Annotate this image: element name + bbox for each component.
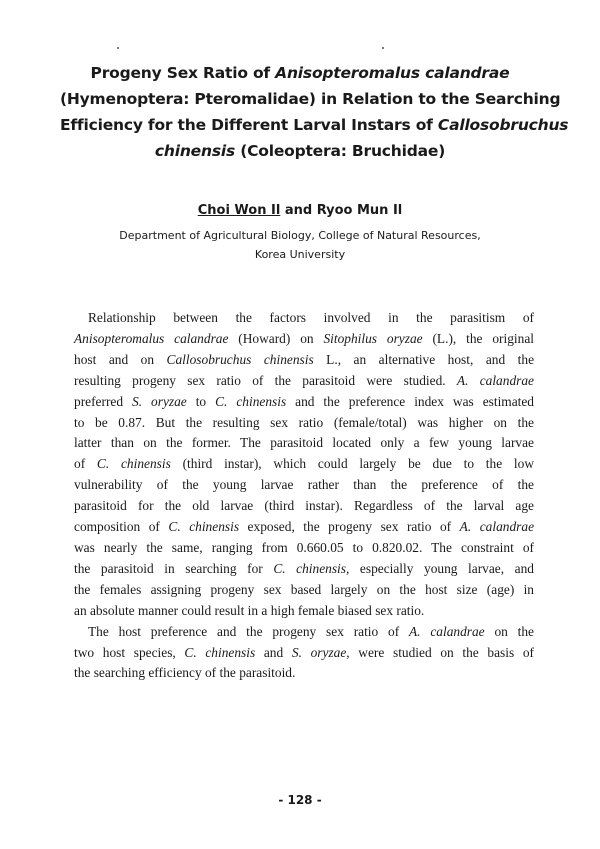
title-text: Efficiency for the Different Larval Instars of [60, 116, 438, 134]
text-run: was nearly the same, ranging from 0.660.05 to 0.820.02. The constraint of [74, 539, 534, 555]
text-line [74, 517, 534, 538]
scan-speck [117, 47, 119, 49]
species-name: Sitophilus oryzae [323, 330, 423, 346]
text-run: vulnerability of the young larvae rather than the preference of the [74, 477, 534, 493]
abstract-paragraph [74, 308, 534, 622]
text-line [74, 454, 534, 475]
text-run: and [255, 644, 292, 660]
author-name: Ryoo Mun Il [316, 203, 403, 218]
page-number: - 128 - [278, 793, 322, 807]
title-species: Callosobruchus [437, 116, 569, 134]
text-line [74, 559, 534, 580]
species-name: C. chinensis [215, 393, 287, 409]
species-name: A. calandrae [459, 519, 535, 535]
text-run: parasitoid for the old larvae (third instar). Regardless of the larval age [74, 498, 534, 514]
text-run: to be 0.87. But the resulting sex ratio (female/total) was higher on the [74, 414, 534, 430]
species-name: S. oryzae [132, 393, 187, 409]
text-run: Relationship between the factors involved in the parasitism of [88, 310, 534, 325]
text-run: composition of [74, 519, 169, 535]
title-line [60, 112, 569, 138]
species-name: A. calandrae [456, 372, 534, 388]
species-name: C. chinensis [96, 456, 171, 472]
text-run: an absolute manner could result in a high female biased sex ratio. [74, 602, 425, 618]
title-line [60, 138, 540, 164]
text-line [74, 433, 534, 454]
author-name: Choi Won Il [197, 203, 281, 218]
text-run: the parasitoid in searching for [74, 560, 274, 576]
text-line [74, 308, 534, 329]
scan-speck [382, 47, 384, 49]
text-line [74, 496, 534, 517]
text-run: (L.), the original [422, 330, 534, 346]
text-line [74, 580, 534, 601]
text-run: on the [484, 623, 535, 639]
text-line [74, 350, 534, 371]
species-name: C. chinensis [184, 644, 256, 660]
text-line [74, 329, 534, 350]
text-run: host and on [74, 351, 167, 367]
text-run: resulting progeny sex ratio of the parasitoid were studied. [74, 372, 457, 388]
text-run: L., an alternative host, and the [313, 351, 535, 367]
species-name: Callosobruchus chinensis [166, 351, 314, 367]
text-line [74, 643, 534, 664]
text-line [74, 538, 534, 559]
abstract-paragraph [74, 622, 534, 685]
text-run: to [186, 393, 216, 409]
text-line [74, 622, 534, 643]
species-name: S. oryzae [291, 644, 347, 660]
text-line [74, 392, 534, 413]
title-species: chinensis [154, 142, 235, 160]
text-run: latter than on the former. The parasitoid located only a few young larvae [74, 435, 534, 451]
text-run: , especially young larvae, and [346, 560, 534, 576]
affiliation-line: Korea University [254, 248, 346, 261]
species-name: C. chinensis [273, 560, 346, 576]
species-name: Anisopteromalus calandrae [74, 330, 229, 346]
title-species: Anisopteromalus calandrae [275, 64, 510, 82]
text-line [74, 371, 534, 392]
abstract [74, 308, 534, 684]
text-line [74, 663, 534, 684]
author-joiner: and [280, 203, 317, 218]
text-run: (Howard) on [228, 330, 324, 346]
text-run: preferred [74, 393, 133, 409]
species-name: A. calandrae [409, 623, 485, 639]
title-text: (Coleoptera: Bruchidae) [235, 142, 446, 160]
title-text: Progeny Sex Ratio of [90, 64, 276, 82]
text-run: two host species, [74, 644, 185, 660]
text-run: exposed, the progeny sex ratio of [239, 519, 460, 535]
authors [0, 203, 600, 218]
text-run: the females assigning progeny sex based largely on the host size (age) in [74, 581, 534, 597]
text-run: the searching efficiency of the parasitoid. [74, 665, 296, 681]
text-run: and the preference index was estimated [286, 393, 535, 409]
text-run: (third instar), which could largely be due to the low [170, 456, 534, 472]
title-line [60, 86, 561, 112]
affiliation [0, 226, 600, 264]
title-text: (Hymenoptera: Pteromalidae) in Relation to the Searching [60, 90, 561, 108]
species-name: C. chinensis [168, 519, 240, 535]
paper-title [60, 60, 569, 164]
text-line [74, 475, 534, 496]
text-run: , were studied on the basis of [346, 644, 535, 660]
text-run: The host preference and the progeny sex ratio of [88, 623, 409, 639]
title-line [60, 60, 540, 86]
text-run: of [74, 456, 97, 472]
text-line [74, 413, 534, 434]
text-line [74, 601, 534, 622]
affiliation-line: Department of Agricultural Biology, College of Natural Resources, [119, 229, 481, 242]
